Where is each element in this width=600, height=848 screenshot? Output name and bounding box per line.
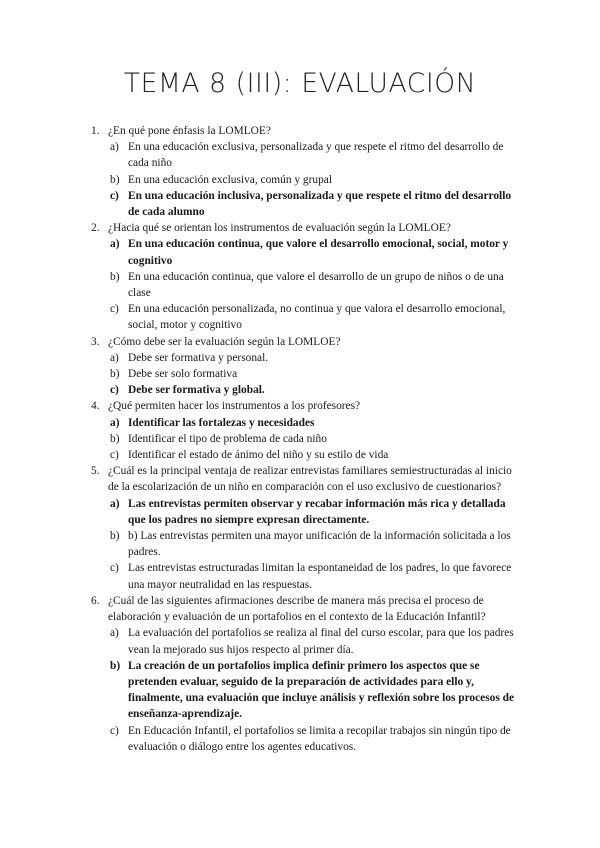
option-text: b) Las entrevistas permiten una mayor unificación de la información solicitada a los padres. (128, 530, 511, 559)
question-list (91, 123, 521, 755)
option-4b (91, 431, 521, 447)
question-4 (91, 398, 521, 414)
option-4a-correct (91, 415, 521, 431)
question-5 (91, 463, 521, 495)
option-letter: c) (110, 724, 119, 737)
option-letter: b) (110, 432, 120, 445)
option-letter: b) (110, 270, 120, 283)
option-text: En una educación personalizada, no continua y que valora el desarrollo emocional, social, motor y cognitivo (128, 303, 506, 332)
option-letter: b) (110, 659, 121, 672)
option-1c-correct (91, 188, 521, 220)
question-text: ¿Qué permiten hacer los instrumentos a los profesores? (108, 400, 361, 413)
question-3 (91, 334, 521, 350)
option-text: Debe ser formativa y personal. (128, 351, 269, 364)
option-text: Identificar las fortalezas y necesidades (128, 416, 315, 429)
option-letter: b) (110, 368, 120, 381)
option-letter: c) (110, 189, 119, 202)
option-2a-correct (91, 236, 521, 268)
option-letter: b) (110, 530, 120, 543)
question-1 (91, 123, 521, 139)
option-letter: a) (110, 416, 120, 429)
option-letter: c) (110, 562, 119, 575)
option-5c (91, 560, 521, 592)
option-3a (91, 350, 521, 366)
question-2 (91, 220, 521, 236)
option-letter: a) (110, 141, 119, 154)
option-letter: a) (110, 627, 119, 640)
option-letter: a) (110, 497, 120, 510)
option-5b (91, 528, 521, 560)
option-text: En una educación continua, que valore el desarrollo emocional, social, motor y cognitivo (128, 238, 509, 267)
option-3c-correct (91, 382, 521, 398)
option-text: En una educación continua, que valore el desarrollo de un grupo de niños o de una clase (128, 270, 504, 300)
option-text: Debe ser formativa y global. (128, 384, 265, 397)
option-text: Identificar el estado de ánimo del niño y su estilo de vida (128, 449, 389, 462)
question-number: 1. (91, 125, 100, 137)
option-1a (91, 139, 521, 171)
question-text: ¿Hacia qué se orientan los instrumentos de evaluación según la LOMLOE? (108, 222, 451, 235)
option-text: Debe ser solo formativa (128, 368, 238, 381)
question-number: 6. (91, 594, 100, 607)
question-text: ¿Cómo debe ser la evaluación según la LOMLOE? (108, 335, 341, 348)
option-text: Identificar el tipo de problema de cada niño (128, 432, 327, 445)
option-4c (91, 447, 521, 463)
option-text: En una educación exclusiva, común y grupal (128, 173, 333, 186)
option-text: En una educación inclusiva, personalizada y que respete el ritmo del desarrollo de cada alumno (128, 189, 512, 219)
question-text: ¿En qué pone énfasis la LOMLOE? (108, 125, 271, 137)
option-letter: c) (110, 303, 119, 316)
option-text: Las entrevistas estructuradas limitan la espontaneidad de los padres, lo que favorece una mayor neutralidad en las respuestas. (128, 562, 512, 591)
page-title: TEMA 8 (III): EVALUACIÓN (123, 68, 477, 99)
option-6b-correct (91, 658, 521, 723)
option-5a-correct (91, 496, 521, 528)
question-6 (91, 593, 521, 625)
option-text: En una educación exclusiva, personalizada y que respete el ritmo del desarrollo de cada niño (128, 141, 504, 170)
option-1b (91, 172, 521, 188)
question-number: 5. (91, 465, 100, 478)
option-2c (91, 301, 521, 333)
option-text: La creación de un portafolios implica definir primero los aspectos que se pretenden evaluar, seguido de la preparación de actividades para ello y, finalmente, una evaluación que incluye análisis y reflexión sobre los procesos de enseñanza-aprendizaje. (128, 659, 515, 721)
option-text: En Educación Infantil, el portafolios se limita a recopilar trabajos sin ningún tipo de evaluación o diálogo entre los agentes educativos. (128, 724, 511, 753)
question-text: ¿Cuál es la principal ventaja de realizar entrevistas familiares semiestructuradas al inicio de la escolarización de un niño en comparación con el uso exclusivo de cuestionarios? (108, 465, 512, 494)
option-letter: c) (110, 449, 119, 462)
option-6c (91, 723, 521, 755)
option-letter: b) (110, 173, 120, 186)
question-number: 3. (91, 335, 100, 348)
option-2b (91, 269, 521, 301)
option-text: La evaluación del portafolios se realiza al final del curso escolar, para que los padres vean la mejorado sus hijos respecto al primer día. (128, 627, 514, 656)
question-number: 2. (91, 222, 100, 235)
question-number: 4. (91, 400, 100, 413)
option-3b (91, 366, 521, 382)
option-6a (91, 625, 521, 657)
option-text: Las entrevistas permiten observar y recabar información más rica y detallada que los padres no siempre expresan directamente. (128, 497, 506, 526)
option-letter: c) (110, 384, 119, 397)
option-letter: a) (110, 238, 120, 251)
option-letter: a) (110, 351, 119, 364)
question-text: ¿Cuál de las siguientes afirmaciones describe de manera más precisa el proceso de elaboración y evaluación de un portafolios en el contexto de la Educación Infantil? (108, 594, 486, 624)
